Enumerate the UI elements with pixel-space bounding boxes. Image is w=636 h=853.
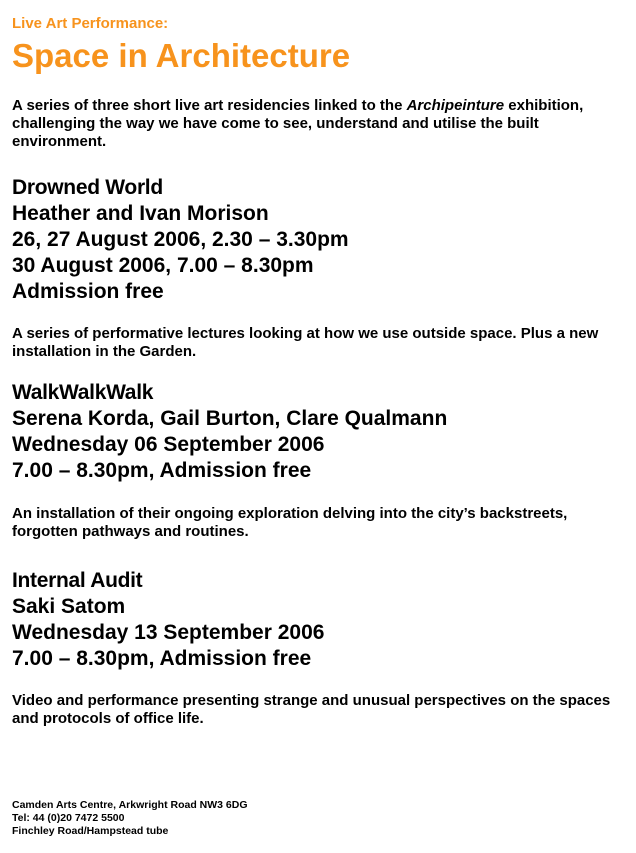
- event-date: Wednesday 13 September 2006: [12, 621, 325, 644]
- event-name: Drowned World: [12, 176, 163, 199]
- event-description: Video and performance presenting strange and unusual perspectives on the spaces and protocols of office life.: [12, 692, 611, 727]
- event-description: An installation of their ongoing exploration delving into the city’s backstreets, forgotten pathways and routines.: [12, 505, 568, 540]
- venue-address: Camden Arts Centre, Arkwright Road NW3 6DG: [12, 799, 248, 811]
- venue-footer: [12, 799, 248, 838]
- event-date: 26, 27 August 2006, 2.30 – 3.30pm: [12, 228, 349, 251]
- event-artists: Heather and Ivan Morison: [12, 202, 269, 225]
- intro-text-after: exhibition, challenging the way we have come to see, understand and utilise the built environment.: [12, 97, 584, 150]
- event-artists: Serena Korda, Gail Burton, Clare Qualmann: [12, 407, 448, 430]
- intro-paragraph: [12, 97, 627, 151]
- page-kicker: Live Art Performance:: [12, 15, 169, 32]
- event-date: 30 August 2006, 7.00 – 8.30pm: [12, 254, 314, 277]
- page-title: Space in Architecture: [12, 37, 351, 74]
- event-admission: Admission free: [12, 280, 164, 303]
- event-artists: Saki Satom: [12, 595, 126, 618]
- intro-exhibition-name: Archipeinture: [406, 97, 505, 114]
- event-name: Internal Audit: [12, 569, 143, 592]
- event-date: Wednesday 06 September 2006: [12, 433, 325, 456]
- intro-text-before: A series of three short live art residencies linked to the: [12, 97, 407, 114]
- event-drowned-world: [12, 175, 632, 305]
- event-time-admission: 7.00 – 8.30pm, Admission free: [12, 459, 312, 482]
- event-time-admission: 7.00 – 8.30pm, Admission free: [12, 647, 312, 670]
- event-name: WalkWalkWalk: [12, 381, 154, 404]
- event-walkwalkwalk: [12, 380, 632, 484]
- event-description: A series of performative lectures looking at how we use outside space. Plus a new installation in the Garden.: [12, 325, 599, 360]
- venue-transport: Finchley Road/Hampstead tube: [12, 825, 169, 837]
- venue-phone: Tel: 44 (0)20 7472 5500: [12, 812, 125, 824]
- event-internal-audit: [12, 568, 632, 672]
